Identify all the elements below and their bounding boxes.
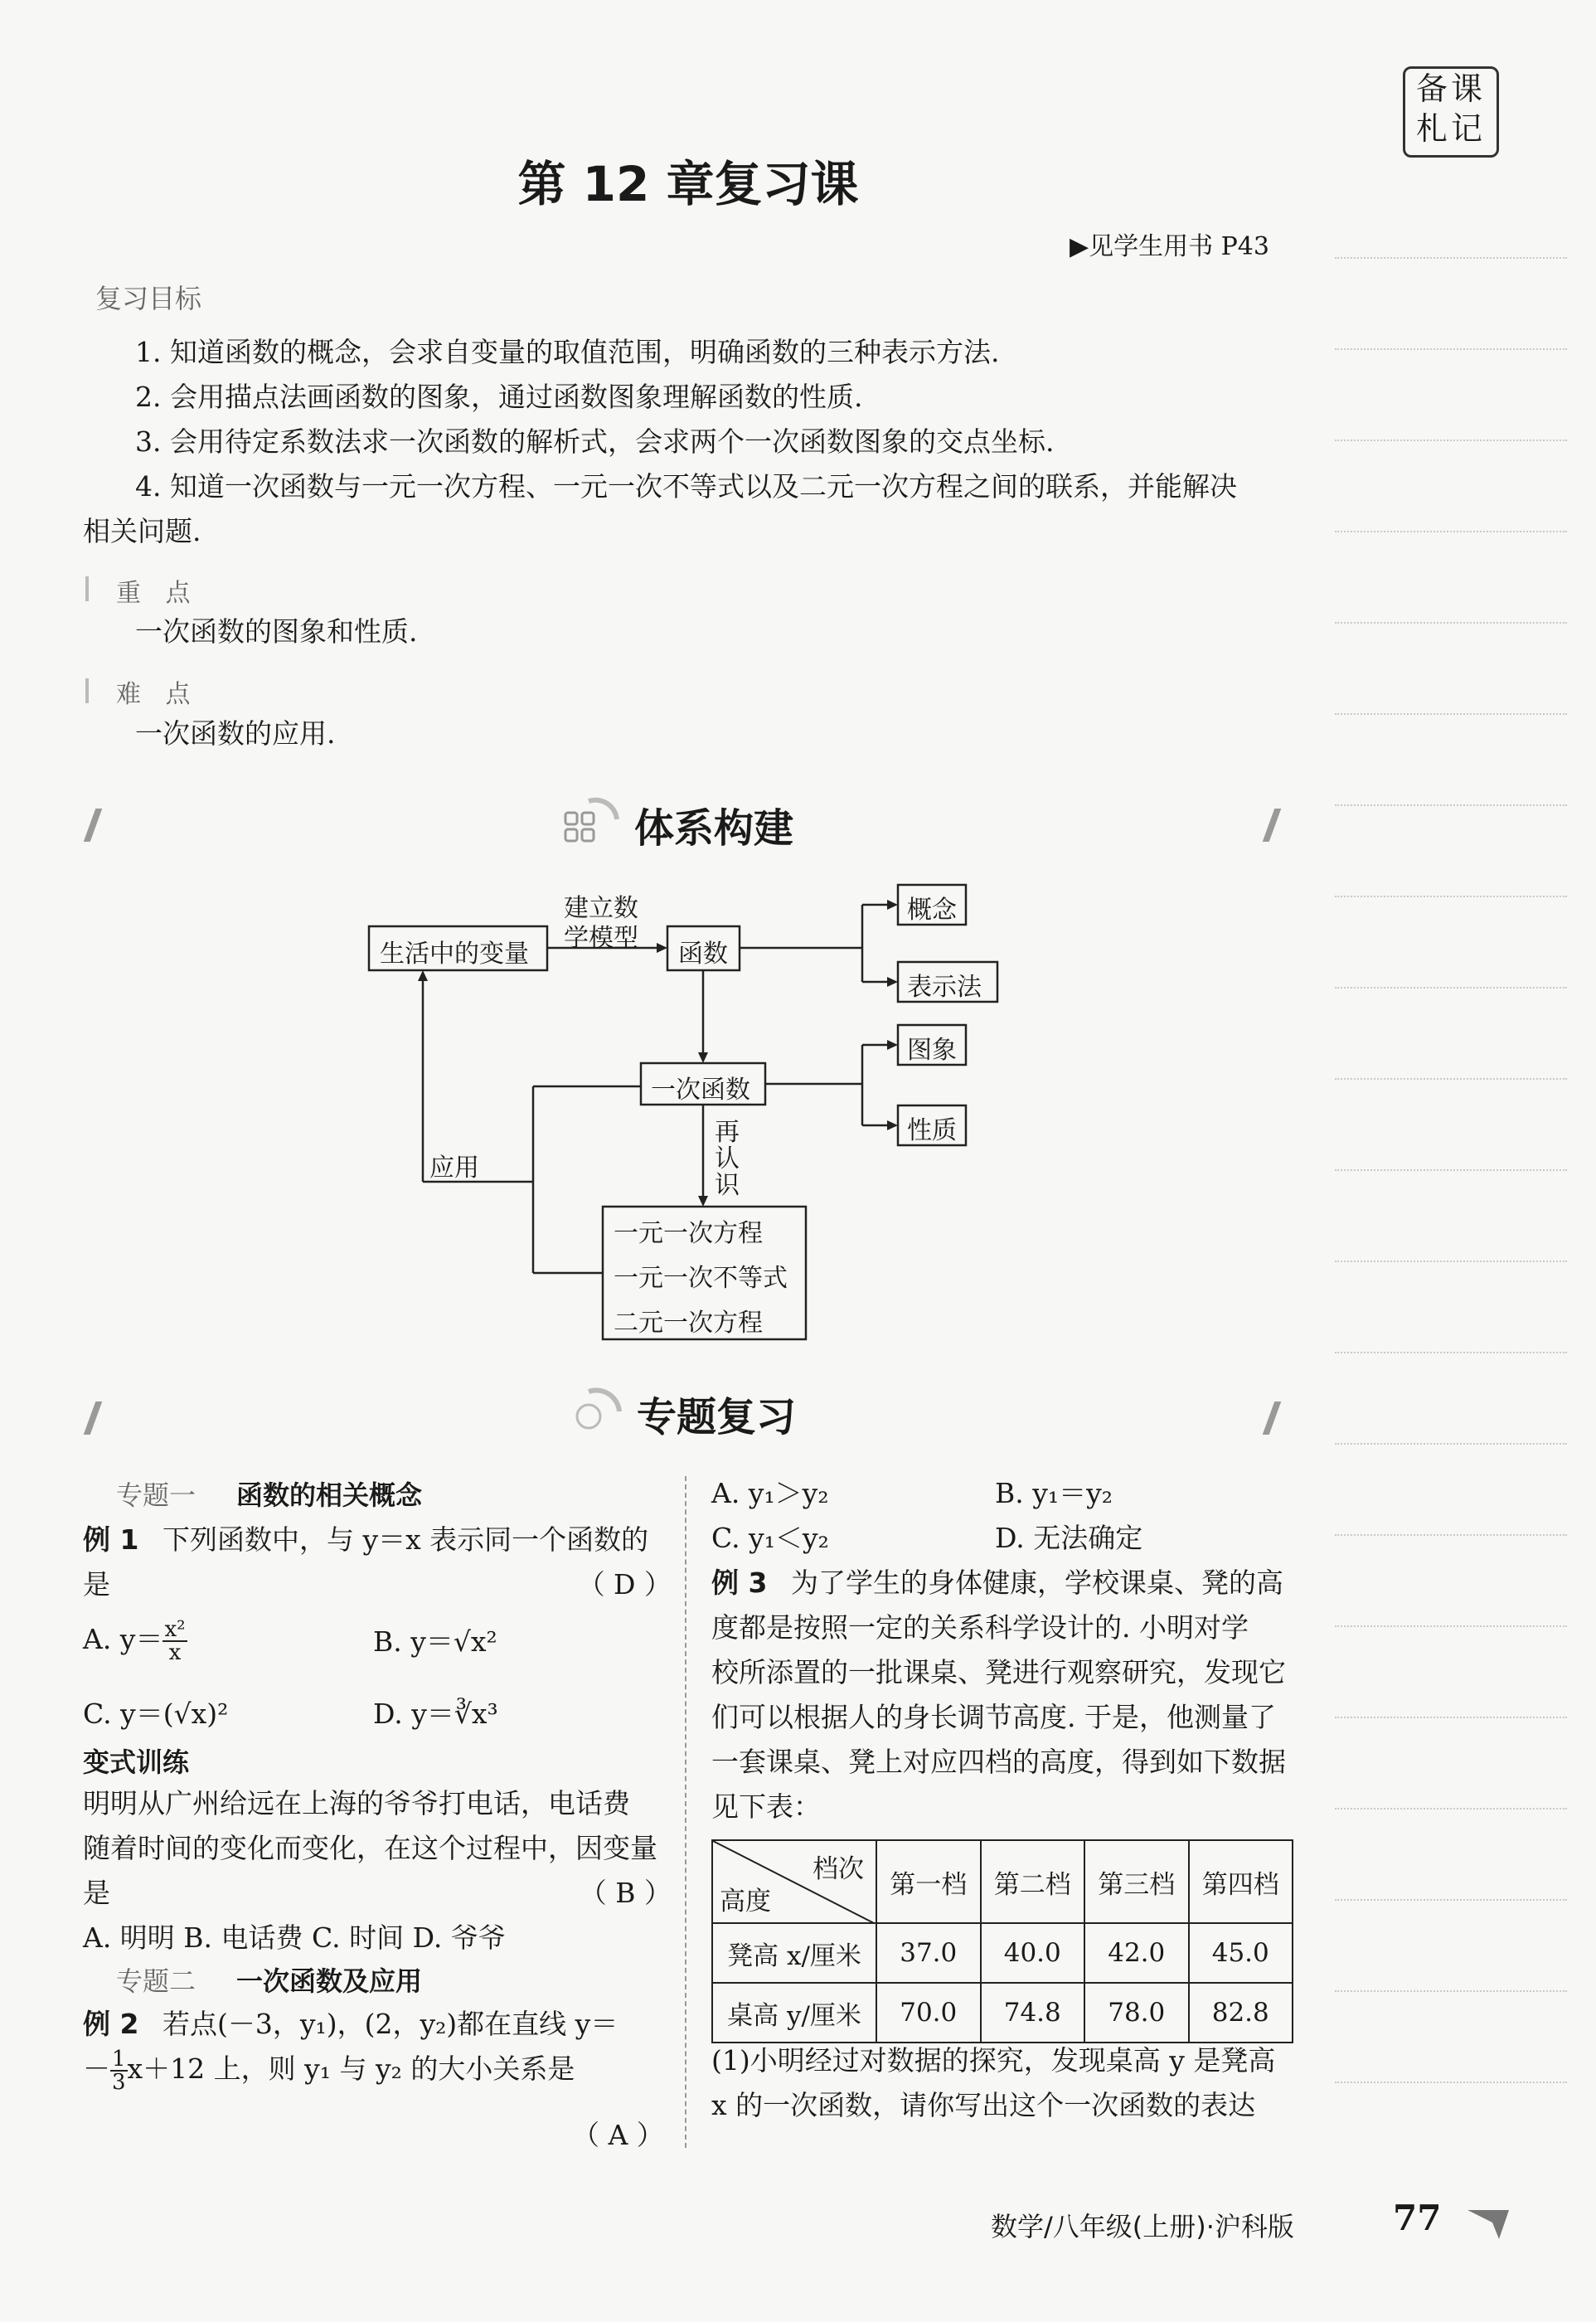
page-number: 77 [1393,2198,1442,2238]
table-cell: 70.0 [876,1983,981,2043]
page-title: 第 12 章复习课 [517,156,859,212]
node-representation: 表示法 [907,973,982,1002]
objective-1: 1. 知道函数的概念，会求自变量的取值范围，明确函数的三种表示方法. [135,336,1000,368]
table-cell: 78.0 [1084,1983,1189,2043]
node-concept: 概念 [907,896,957,925]
objective-2: 2. 会用描点法画函数的图象，通过函数图象理解函数的性质. [135,381,863,413]
node-properties: 性质 [907,1116,957,1145]
table-cell: 40.0 [981,1923,1085,1983]
footer-book-info: 数学/八年级(上册)·沪科版 [991,2211,1294,2242]
table-header: 第三档 [1084,1840,1189,1923]
key-point-text: 一次函数的图象和性质. [135,615,418,648]
ex3-line1: 为了学生的身体健康，学校课桌、凳的高 [790,1567,1283,1599]
node-graph: 图象 [907,1036,957,1065]
table-row [712,1983,1293,2043]
badge-line2: 札记 [1415,110,1486,147]
node-life-variables: 生活中的变量 [380,940,529,969]
node-equation-2: 二元一次方程 [614,1309,763,1338]
ex1-option-b: B. y＝√x² [373,1625,497,1658]
student-book-reference: ▶见学生用书 P43 [1070,232,1269,261]
topic2-label: 专题二 [116,1965,196,1997]
ex2-answer: （ A ） [572,2119,664,2151]
ex3-line2: 度都是按照一定的关系科学设计的. 小明对学 [711,1611,1249,1644]
ex1-text: 下列函数中，与 y＝x 表示同一个函数的 [162,1523,649,1556]
ex1-text-cont: 是 [83,1568,110,1601]
ex3-line3: 校所添置的一批课桌、凳进行观察研究，发现它 [711,1656,1286,1688]
ex2-option-c: C. y₁＜y₂ [711,1522,829,1554]
ex2-option-a: A. y₁＞y₂ [711,1477,829,1509]
ex2-line2: － $\frac{1}{3}$ x＋12 上，则 y₁ 与 y₂ 的大小关系是 [83,2047,575,2095]
review-banner-decoration-icon [568,1385,626,1435]
system-banner: 体系构建 [634,805,794,852]
table-cell: 37.0 [876,1923,981,1983]
ex3-q1-line1: (1)小明经过对数据的探究，发现桌高 y 是凳高 [711,2044,1276,2077]
variant-line1: 明明从广州给远在上海的爷爷打电话，电话费 [83,1787,630,1819]
topic1-label: 专题一 [116,1479,196,1511]
objective-3: 3. 会用待定系数法求一次函数的解析式，会求两个一次函数图象的交点坐标. [135,425,1055,458]
objectives-heading: 复习目标 [95,283,202,314]
label-reknow-3: 识 [715,1171,740,1200]
table-cell: 45.0 [1189,1923,1293,1983]
ex1-option-d: D. y＝∛x³ [373,1698,498,1730]
variant-answer: （ B ） [579,1877,672,1909]
label-reknow-2: 认 [715,1144,740,1173]
row-label: 凳高 x/厘米 [712,1923,876,1983]
key-point-label: 重 点 [116,579,199,608]
table-corner-cell: 档次 高度 [712,1840,876,1923]
difficulty-text: 一次函数的应用. [135,717,336,750]
ex2-line1: 若点(－3，y₁)，(2，y₂)都在直线 y＝ [162,2008,619,2040]
variant-options: A. 明明 B. 电话费 C. 时间 D. 爷爷 [83,1921,506,1954]
objective-4-cont: 相关问题. [83,515,201,547]
variant-line3: 是 [83,1877,110,1909]
table-cell: 82.8 [1189,1983,1293,2043]
topic1-title: 函数的相关概念 [236,1479,423,1511]
node-function: 函数 [678,940,728,969]
height-data-table [711,1839,1293,2043]
ex3-line6: 见下表： [711,1790,821,1823]
badge-line1: 备课 [1415,70,1486,107]
ex1-label: 例 1 [83,1523,139,1556]
ex3-label: 例 3 [711,1567,768,1599]
ex3-line5: 一套课桌、凳上对应四档的高度，得到如下数据 [711,1746,1286,1778]
ex2-label: 例 2 [83,2008,139,2040]
ex3-q1-line2: x 的一次函数，请你写出这个一次函数的表达 [711,2089,1256,2121]
variant-heading: 变式训练 [83,1746,190,1778]
table-header-row [712,1840,1293,1923]
ex2-option-b: B. y₁＝y₂ [995,1477,1113,1509]
table-header: 第二档 [981,1840,1085,1923]
row-label: 桌高 y/厘米 [712,1983,876,2043]
table-header: 第四档 [1189,1840,1293,1923]
review-banner: 专题复习 [637,1394,797,1440]
ex1-option-a: A. y＝ $\frac{\text{x²}}{x}$ [83,1617,186,1665]
table-header: 第一档 [876,1840,981,1923]
ex1-answer: （ D ） [577,1568,672,1601]
table-cell: 42.0 [1084,1923,1189,1983]
table-cell: 74.8 [981,1983,1085,2043]
difficulty-label: 难 点 [116,680,199,709]
label-model-line2: 学模型 [564,924,638,953]
ex2-option-d: D. 无法确定 [995,1522,1143,1554]
ex1-option-c: C. y＝(√x)² [83,1698,229,1730]
ex3-line4: 们可以根据人的身长调节高度. 于是，他测量了 [711,1701,1276,1733]
label-reknow-1: 再 [715,1118,740,1147]
table-row [712,1923,1293,1983]
node-linear-function: 一次函数 [651,1076,750,1105]
objective-4: 4. 知道一次函数与一元一次方程、一元一次不等式以及二元一次方程之间的联系，并能解决 [135,470,1237,503]
node-equation-1: 一元一次方程 [614,1219,763,1248]
label-apply: 应用 [429,1154,479,1183]
corner-arrow-icon [1459,2198,1517,2243]
variant-line2: 随着时间的变化而变化，在这个过程中，因变量 [83,1832,657,1864]
label-model-line1: 建立数 [564,894,638,923]
node-inequality: 一元一次不等式 [614,1264,788,1293]
topic2-title: 一次函数及应用 [236,1965,423,1997]
